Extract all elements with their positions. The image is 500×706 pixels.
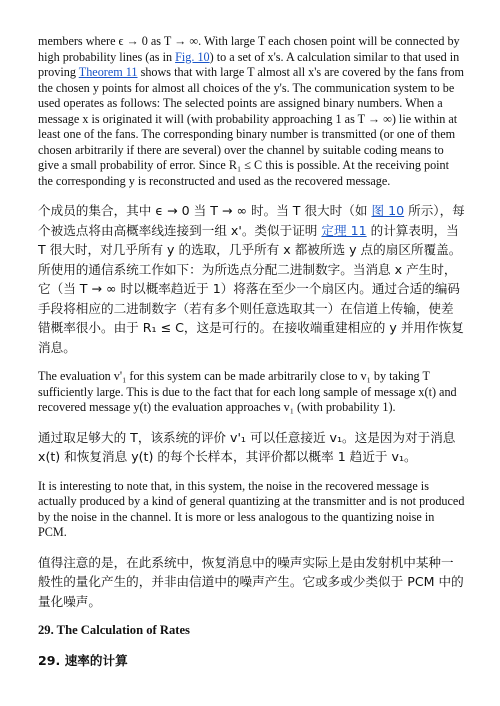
paragraph-zh-2: 通过取足够大的 T，该系统的评价 v'₁ 可以任意接近 v₁。这是因为对于消息 x(t) 和恢复消息 y(t) 的每个长样本，其评价都以概率 1 趋近于 v₁。 [38, 429, 456, 464]
text-segment: 所示），每个被选点将由高概率线连接到一组 x'。类似于证明 [38, 203, 465, 238]
paragraph-en-3: It is interesting to note that, in this system, the noise in the recovered message is actually produced by a kind of general quantizing at the transmitter and is not produced by the noise in the channel. It is more or less analogous to the quantizing noise in PCM. [38, 478, 465, 539]
theorem-11-link[interactable]: Theorem 11 [78, 65, 138, 79]
figure-10-link-zh[interactable]: 图 10 [371, 203, 405, 218]
text-segment: members where ϵ → 0 as T → ∞. With large T each chosen point will be connected by high probability lines (as in [38, 34, 460, 64]
text-segment: 个成员的集合，其中 ϵ → 0 当 T → ∞ 时。当 T 很大时（如 [38, 203, 372, 218]
text-segment: 的计算表明，当 T 很大时，对几乎所有 y 的选取，几乎所有 x 都被所选 y 点的扇区所覆盖。所使用的通信系统工作如下：为所选点分配二进制数字。当消息 x 产生时，它（当 T → ∞ 时以概率趋近于 1）将落在至少一个扇区内。通过合适的编码手段将相应的二进制数字（若有多个则任意选取其一）在信道上传输，使差错概率很小。由于 R₁ ≤ C，这是可行的。在接收端重建相应的 y 并用作恢复消息。 [38, 222, 464, 355]
paragraph-zh-1 [38, 201, 466, 357]
paragraph-en-1 [38, 34, 466, 189]
figure-10-link[interactable]: Fig. 10 [175, 49, 210, 64]
section-heading-en: 29. The Calculation of Rates [38, 623, 190, 637]
text-segment: ) to a set of x's. A calculation similar to that used in proving [38, 49, 460, 79]
text-segment: shows that with large T almost all x's are covered by the fans from the chosen y points for almost all choices of the y's. The communication system to be used operates as follows: The selected points are assigned binary numbers. When a message x is originated it will (with probability approaching 1 as T → ∞) lie within at least one of the fans. The corresponding binary number is transmitted (or one of them chosen arbitrarily if there are several) over the channel by suitable coding means to give a small probability of error. Since R₁ ≤ C this is possible. At the receiving point the corresponding y is reconstructed and used as the recovered message. [38, 65, 464, 188]
document-page [38, 34, 466, 669]
paragraph-en-2: The evaluation v'₁ for this system can be made arbitrarily close to v₁ by taking T sufficiently large. This is due to the fact that for each long sample of message x(t) and recovered message y(t) the evaluation approaches v₁ (with probability 1). [38, 369, 457, 414]
paragraph-zh-3: 值得注意的是，在此系统中，恢复消息中的噪声实际上是由发射机中某种一般性的量化产生的，并非由信道中的噪声产生。它或多或少类似于 PCM 中的量化噪声。 [38, 554, 464, 609]
section-heading-zh: 29. 速率的计算 [38, 653, 128, 668]
theorem-11-link-zh[interactable]: 定理 11 [321, 222, 367, 238]
